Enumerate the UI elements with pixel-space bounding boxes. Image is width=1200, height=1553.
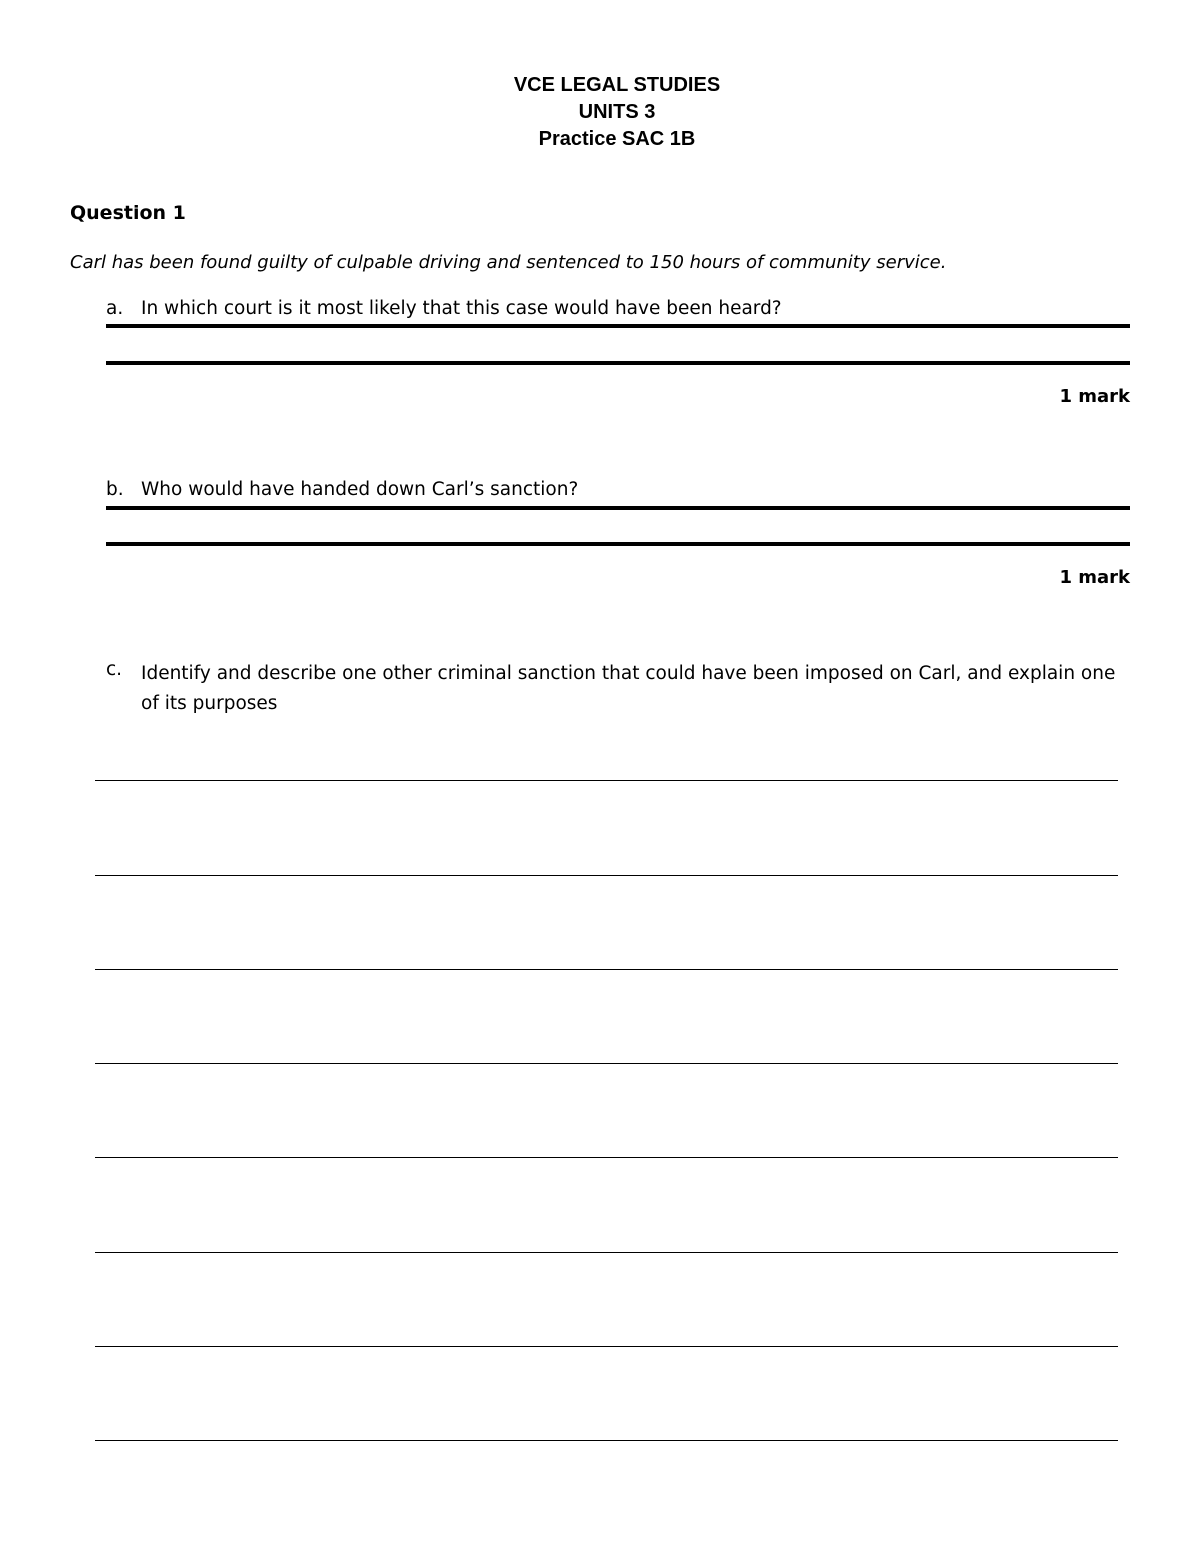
answer-line-c4[interactable]	[95, 1063, 1118, 1064]
part-a-question: In which court is it most likely that this case would have been heard?	[141, 298, 782, 319]
answer-line-c7[interactable]	[95, 1346, 1118, 1347]
answer-line-c1[interactable]	[95, 780, 1118, 781]
part-b-letter: b.	[106, 479, 124, 500]
part-a-letter: a.	[106, 298, 124, 319]
answer-line-c3[interactable]	[95, 969, 1118, 970]
part-b-question: Who would have handed down Carl’s sanction?	[141, 479, 579, 500]
part-c-letter: c.	[106, 659, 123, 680]
answer-line-a2[interactable]	[106, 361, 1130, 365]
answer-line-a1[interactable]	[106, 324, 1130, 328]
header-units: UNITS 3	[578, 101, 656, 123]
header-sac-title: Practice SAC 1B	[538, 128, 696, 150]
part-a-marks: 1 mark	[1059, 386, 1130, 407]
answer-line-c5[interactable]	[95, 1157, 1118, 1158]
question-scenario: Carl has been found guilty of culpable driving and sentenced to 150 hours of community service.	[70, 252, 947, 273]
header-subject: VCE LEGAL STUDIES	[513, 74, 721, 96]
answer-line-c8[interactable]	[95, 1440, 1118, 1441]
document-header	[0, 72, 1200, 153]
answer-line-c6[interactable]	[95, 1252, 1118, 1253]
part-b-marks: 1 mark	[1059, 567, 1130, 588]
answer-line-c2[interactable]	[95, 875, 1118, 876]
answer-line-b2[interactable]	[106, 542, 1130, 546]
answer-line-b1[interactable]	[106, 506, 1130, 510]
question-title: Question 1	[70, 202, 186, 224]
part-c-question: Identify and describe one other criminal sanction that could have been imposed on Carl, and explain one of its purposes	[141, 663, 1116, 714]
